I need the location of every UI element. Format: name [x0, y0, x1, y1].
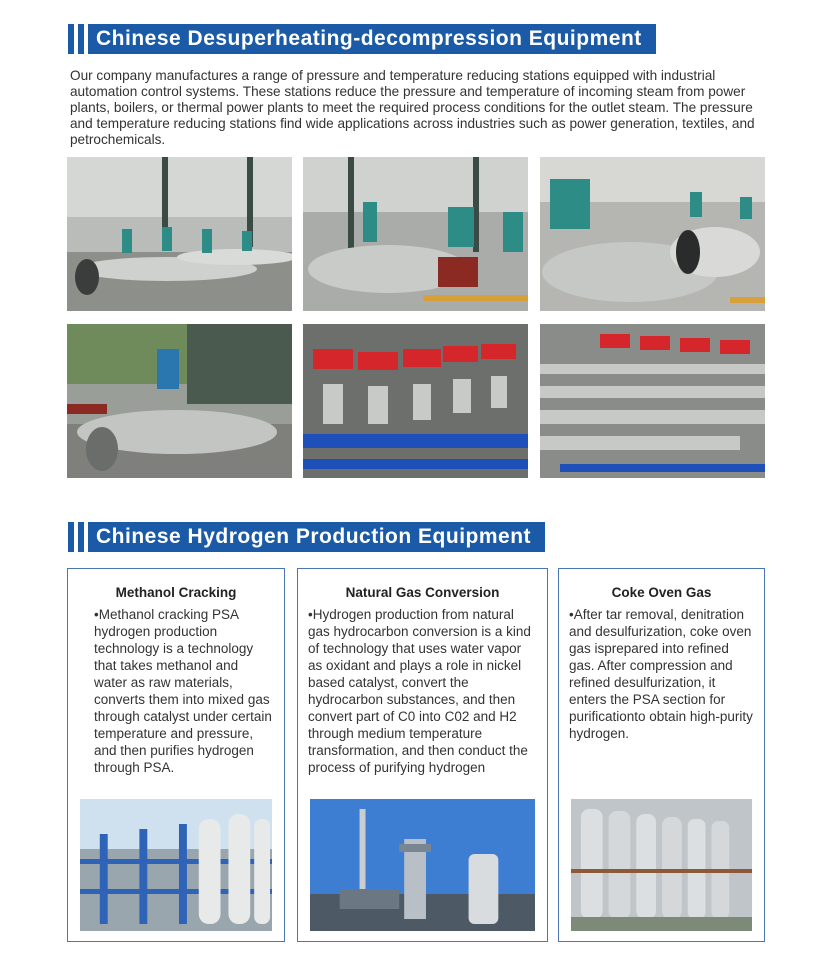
- card-title: Coke Oven Gas: [611, 585, 712, 600]
- heading-bar: [78, 522, 84, 552]
- card-natural-gas-conversion: [297, 568, 548, 942]
- card-title: Natural Gas Conversion: [345, 585, 500, 600]
- photo-pipes-workshop-1: [67, 157, 292, 311]
- photo-methanol-plant: [80, 799, 272, 931]
- section-title: Chinese Desuperheating-decompression Equipment: [88, 24, 656, 54]
- photo-pipes-workshop-2: [303, 157, 528, 311]
- photo-natural-gas-plant: [310, 799, 535, 931]
- intro-paragraph: Our company manufactures a range of pressure and temperature reducing stations equipped with industrial automation control systems. These stations reduce the pressure and temperature of incoming steam from power plants, boilers, or thermal power plants to meet the required process conditions for the outlet steam. The pressure and temperature reducing stations find wide applications across industries such as power generation, textiles, and petrochemicals.: [70, 68, 755, 147]
- photo-coke-oven-plant: [571, 799, 752, 931]
- card-text: •Hydrogen production from natural gas hydrocarbon conversion is a kind of technology that uses water vapor as oxidant and plays a role in nickel based catalyst, convert the hydrocarbon substances, and then convert part of C0 into C02 and H2 through medium temperature transformation, and then conduct the process of purifying hydrogen: [308, 607, 531, 775]
- card-methanol-cracking: [67, 568, 285, 942]
- heading-bar: [78, 24, 84, 54]
- card-text: •After tar removal, denitration and desulfurization, coke oven gas isprepared into refined gas. After compression and refined desulfurization, it enters the PSA section for purificationto obtain high-purity hydrogen.: [569, 607, 753, 741]
- card-coke-oven-gas: [558, 568, 765, 942]
- section-heading-hydrogen: [68, 522, 545, 552]
- card-text: •Methanol cracking PSA hydrogen production technology is a technology that takes methanol and water as raw materials, converts them into mixed gas through catalyst under certain temperature and pressure, and then purifies hydrogen through PSA.: [94, 607, 272, 775]
- photo-pipe-array: [540, 324, 765, 478]
- photo-pipes-outdoor: [67, 324, 292, 478]
- section-title: Chinese Hydrogen Production Equipment: [88, 522, 545, 552]
- heading-bar: [68, 522, 74, 552]
- section-heading-desuperheating: [68, 24, 656, 54]
- card-title: Methanol Cracking: [115, 585, 237, 600]
- heading-bar: [68, 24, 74, 54]
- photo-pipes-workshop-3: [540, 157, 765, 311]
- photo-red-valves: [303, 324, 528, 478]
